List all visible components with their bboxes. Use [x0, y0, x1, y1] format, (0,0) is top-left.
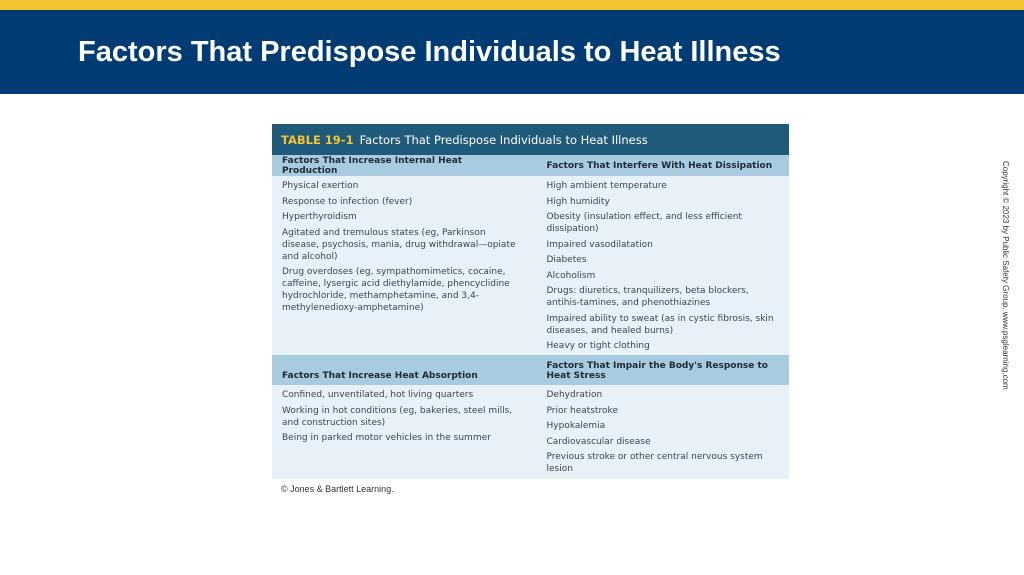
- section2-left-header: Factors That Increase Heat Absorption: [282, 371, 478, 381]
- section1-right-header: Factors That Interfere With Heat Dissipation: [546, 160, 773, 171]
- section1-left-list: [272, 176, 531, 355]
- list-item: Impaired vasodilatation: [546, 239, 653, 250]
- list-item: Response to infection (fever): [282, 196, 413, 207]
- list-item: Being in parked motor vehicles in the summer: [282, 433, 491, 443]
- section1-body-row: [272, 176, 789, 355]
- slide-title: Factors That Predispose Individuals to Heat Illness: [78, 36, 781, 68]
- list-item: High ambient temperature: [546, 181, 667, 191]
- list-item: Agitated and tremulous states (eg, Parkinson disease, psychosis, mania, drug withdrawal—opiate and alcohol): [282, 227, 516, 262]
- list-item: Working in hot conditions (eg, bakeries, steel mills, and construction sites): [282, 405, 513, 428]
- table-number: TABLE 19-1: [281, 132, 354, 147]
- section2-right-header: Factors That Impair the Body's Response to Heat Stress: [546, 361, 768, 381]
- list-item: Prior heatstroke: [546, 405, 618, 416]
- list-item: High humidity: [546, 196, 610, 207]
- heat-illness-table: [272, 124, 789, 479]
- list-item: Physical exertion: [282, 181, 359, 191]
- list-item: Cardiovascular disease: [546, 436, 651, 447]
- section1-right-list: [531, 176, 790, 355]
- section2-header-row: [272, 355, 789, 385]
- list-item: Dehydration: [546, 390, 603, 400]
- section2-right-list: [531, 385, 790, 479]
- list-item: Previous stroke or other central nervous system lesion: [546, 452, 763, 474]
- list-item: Hypokalemia: [546, 421, 606, 431]
- section1-header-row: [272, 155, 789, 176]
- section2-left-list: [272, 385, 531, 479]
- image-credit: © Jones & Bartlett Learning.: [281, 484, 394, 494]
- list-item: Diabetes: [546, 255, 587, 265]
- section2-body-row: [272, 385, 789, 479]
- top-accent-stripe: [0, 0, 1024, 10]
- list-item: Drug overdoses (eg, sympathomimetics, cocaine, caffeine, lysergic acid diethylamide, phencyclidine hydrochloride, methamphetamine, and 3,4-methylenedioxy-amphetamine): [282, 267, 510, 313]
- list-item: Impaired ability to sweat (as in cystic fibrosis, skin diseases, and healed burns): [546, 313, 774, 336]
- list-item: Confined, unventilated, hot living quarters: [282, 390, 474, 400]
- list-item: Alcoholism: [546, 270, 596, 281]
- table-caption-text: Factors That Predispose Individuals to Heat Illness: [359, 132, 648, 147]
- table-caption: [272, 124, 789, 155]
- list-item: Drugs: diuretics, tranquilizers, beta blockers, antihis-tamines, and phenothiazines: [546, 286, 749, 308]
- list-item: Hyperthyroidism: [282, 212, 357, 222]
- section1-left-header: Factors That Increase Internal Heat Production: [282, 155, 463, 176]
- list-item: Obesity (insulation effect, and less efficient dissipation): [546, 212, 742, 234]
- list-item: Heavy or tight clothing: [546, 341, 650, 351]
- side-copyright: Copyright © 2023 by Public Safety Group. www.psglearning.com: [1001, 161, 1010, 390]
